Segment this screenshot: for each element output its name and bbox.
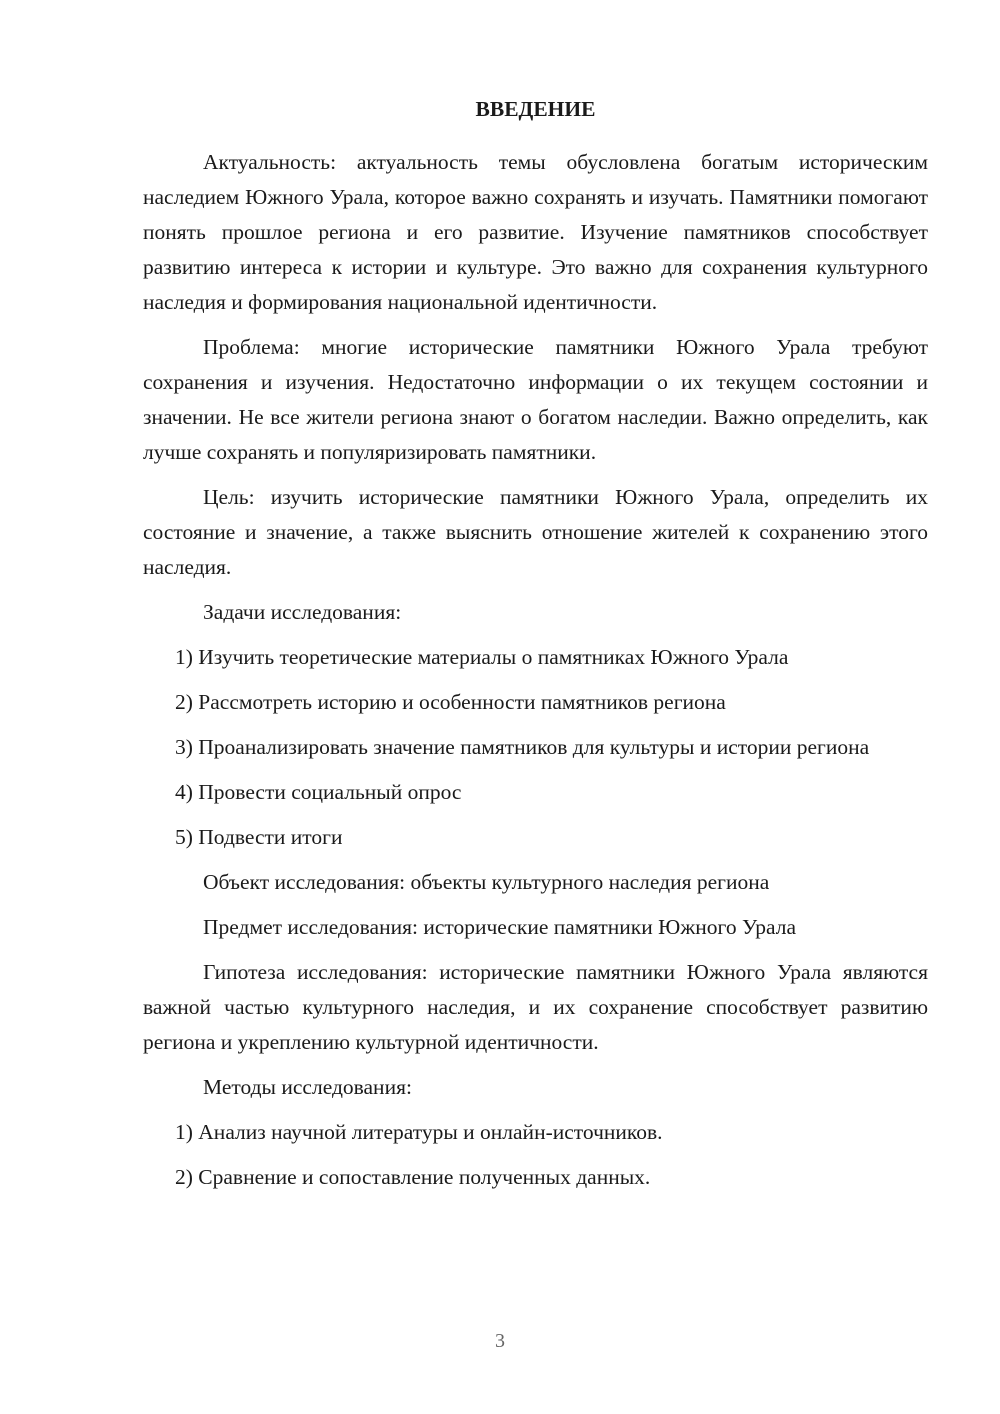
task-item-3: 3) Проанализировать значение памятников для культуры и истории региона <box>175 735 870 759</box>
task-item-1: 1) Изучить теоретические материалы о памятниках Южного Урала <box>175 645 789 669</box>
relevance-paragraph: Актуальность: актуальность темы обусловлена богатым историческим наследием Южного Урала, которое важно сохранять и изучать. Памятники помогают понять прошлое региона и его развитие. Изучение памятников способствует развитию интереса к истории и культуре. Это важно для сохранения культурного наследия и формирования национальной идентичности. <box>143 150 928 314</box>
hypothesis-paragraph: Гипотеза исследования: исторические памятники Южного Урала являются важной частью культурного наследия, и их сохранение способствует развитию региона и укреплению культурной идентичности. <box>143 960 928 1054</box>
goal-paragraph: Цель: изучить исторические памятники Южного Урала, определить их состояние и значение, а также выяснить отношение жителей к сохранению этого наследия. <box>143 485 928 579</box>
research-subject: Предмет исследования: исторические памятники Южного Урала <box>203 915 797 939</box>
methods-heading: Методы исследования: <box>203 1075 412 1099</box>
tasks-heading: Задачи исследования: <box>203 600 402 624</box>
page-number: 3 <box>495 1330 505 1352</box>
task-item-4: 4) Провести социальный опрос <box>175 780 462 804</box>
method-item-2: 2) Сравнение и сопоставление полученных данных. <box>175 1165 651 1189</box>
problem-paragraph: Проблема: многие исторические памятники Южного Урала требуют сохранения и изучения. Недостаточно информации о их текущем состоянии и значении. Не все жители региона знают о богатом наследии. Важно определить, как лучше сохранять и популяризировать памятники. <box>143 335 928 464</box>
task-item-5: 5) Подвести итоги <box>175 825 343 849</box>
method-item-1: 1) Анализ научной литературы и онлайн-источников. <box>175 1120 663 1144</box>
research-object: Объект исследования: объекты культурного наследия региона <box>203 870 770 894</box>
task-item-2: 2) Рассмотреть историю и особенности памятников региона <box>175 690 726 714</box>
page-title: ВВЕДЕНИЕ <box>475 97 596 121</box>
document-page <box>143 92 928 1205</box>
